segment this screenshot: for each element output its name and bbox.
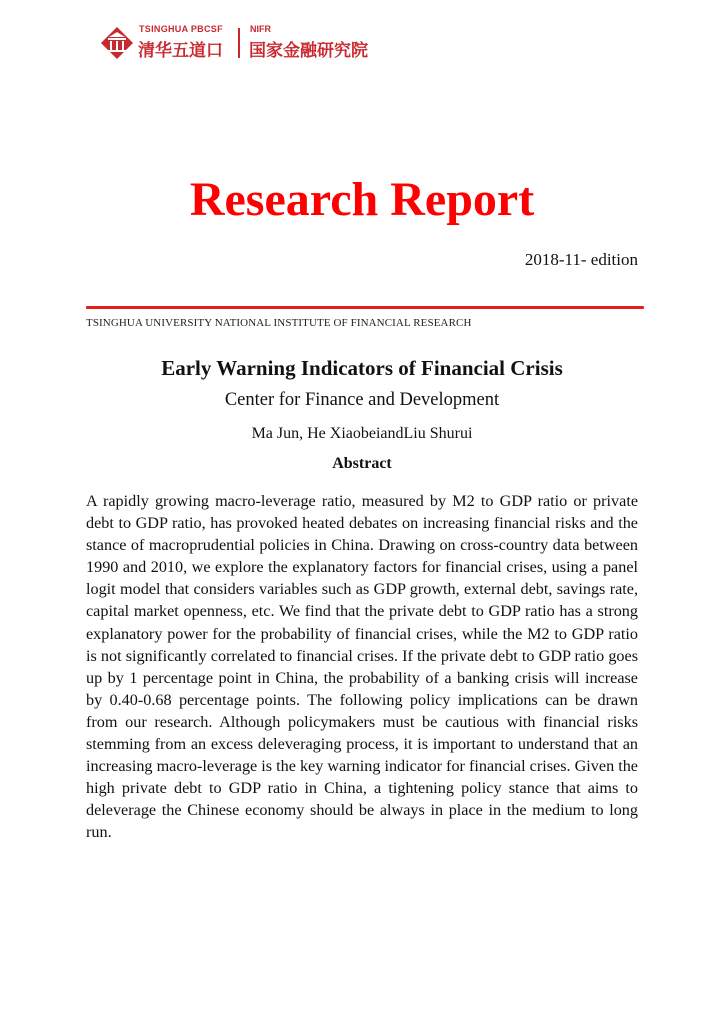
logo-left-chinese: 清华五道口 (138, 41, 223, 61)
institute-name: TSINGHUA UNIVERSITY NATIONAL INSTITUTE OF FINANCIAL RESEARCH (86, 317, 472, 329)
paper-authors: Ma Jun, He XiaobeiandLiu Shurui (251, 425, 473, 442)
logo-right-english: NIFR (250, 24, 271, 34)
paper-title: Early Warning Indicators of Financial Crisis (161, 356, 563, 380)
logo-left-english: TSINGHUA PBCSF (139, 24, 223, 34)
logo-divider (238, 28, 240, 58)
abstract-body: A rapidly growing macro-leverage ratio, measured by M2 to GDP ratio or private debt to GDP ratio, has provoked heated debates on increasing financial risks and the stance of macroprudential policies in China. Drawing on cross-country data between 1990 and 2010, we explore the explanatory factors for financial crises, using a panel logit model that considers variables such as GDP growth, external debt, savings rate, capital market openness, etc. We find that the private debt to GDP ratio has a strong explanatory power for the probability of financial crises, while the M2 to GDP ratio is not significantly correlated to financial crises. If the private debt to GDP ratio goes up by 1 percentage point in China, the probability of a banking crisis will increase by 0.40-0.68 percentage points. The following policy implications can be drawn from our research. Although policymakers must be cautious with financial risks stemming from an excess deleveraging process, it is important to understand that an increasing macro-leverage is the key warning indicator for financial crises. Given the high private debt to GDP ratio in China, a tightening policy stance that aims to deleverage the Chinese economy should be always in place in the medium to long run. (86, 492, 638, 842)
logo-right-chinese: 国家金融研究院 (249, 41, 368, 61)
header-logo (100, 22, 390, 64)
paper-center: Center for Finance and Development (224, 390, 500, 410)
abstract-heading: Abstract (332, 455, 392, 472)
report-title: Research Report (189, 173, 535, 226)
report-edition: 2018-11- edition (524, 250, 638, 269)
header-rule (86, 306, 644, 309)
tsinghua-emblem-icon (100, 26, 134, 60)
